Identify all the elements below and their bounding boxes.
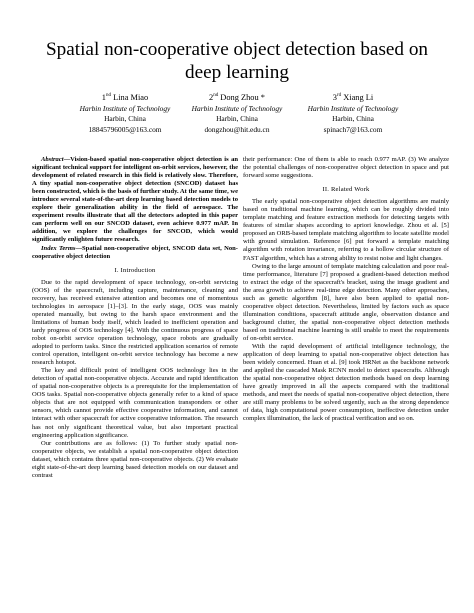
index-terms <box>32 245 238 261</box>
author-name <box>278 93 428 104</box>
abstract-body: —Vision-based spatial non-cooperative object detection is an significant technical support for intelligent on-orbit services, however, the development of related research in this field is relatively slow. Therefore, A tiny spatial non-cooperative object detection (SNCOD) dataset has been constructed, which is the basis of further study. At the same time, we introduce several state-of-the-art deep learning based detection models to explore their generalization ability in the field of aerospace. The experiment results illustrate that all the detectors adopted in this paper can perform well on our SNCOD dataset, even achieve 0.977 mAP. In addition, we explore the challenges for SNCOD, which would significantly enlighten future research. <box>32 156 238 244</box>
section-heading-introduction: I. Introduction <box>114 266 156 274</box>
author-3 <box>278 93 428 135</box>
author-email: dongzhou@hit.edu.cn <box>204 124 270 134</box>
index-terms-lead: Index Terms <box>41 244 76 252</box>
author-ordinal: 3 <box>332 93 337 102</box>
author-name-text: Xiang Li <box>343 93 374 102</box>
author-ordinal-suffix: nd <box>213 93 219 99</box>
left-column <box>32 156 238 480</box>
right-column <box>243 156 449 424</box>
author-affiliation: Harbin Institute of Technology <box>79 103 171 113</box>
author-location: Harbin, China <box>332 114 374 123</box>
author-block <box>0 93 474 143</box>
paragraph: Our contributions are as follows: (1) To further study spatial non-cooperative objects, we establish a spatial non-cooperative object detection dataset, which contains three spatial non-cooperative objects. (2) We evaluate eight state-of-the-art deep learning based detection models on our dataset and contrast <box>32 439 238 479</box>
section-heading-related-work: II. Related Work <box>322 186 370 194</box>
author-location: Harbin, China <box>104 114 146 123</box>
paragraph: Owing to the large amount of template matching calculation and poor real-time performance, literature [7] proposed a gradient-based detection method to extract the edge of the spacecraft's bracket, using the image gradient and the area growth to achieve real-time edge detection. Many other approaches, such as genetic algorithm [8], have also been applied to spatial non-cooperative object detection. Nevertheless, limited by factors such as space illumination conditions, spacecraft attitude angle, observation distance and background clutter, the spatial non-cooperative object detection methods based on traditional machine learning is still unable to meet the requirements of on-orbit service. <box>243 262 449 342</box>
abstract-lead: Abstract <box>41 156 64 163</box>
author-ordinal: 1 <box>101 93 106 102</box>
author-affiliation: Harbin Institute of Technology <box>191 103 283 113</box>
author-email: spinach7@163.com <box>323 124 383 134</box>
author-ordinal-suffix: rd <box>336 93 342 99</box>
paragraph: Due to the rapid development of space technology, on-orbit servicing (OOS) of the spacecraft, including capture, maintenance, cleaning and recovery, has received extensive attention and becomes one of momentous technologies in aerospace [1]–[3]. In the early stage, OOS was mainly operated manually, but owing to the harsh space environment and the limitations of human body itself, which leaded to inefficient operation and tardy progress of OOS technology [4]. With the continuous progress of space robot on-orbit service operation technology, space robots are gradually adopted to perform tasks. Since the restricted application scenarios of remote control operation, intelligent on-orbit service technology has become a new research hotspot. <box>32 278 238 367</box>
author-affiliation: Harbin Institute of Technology <box>307 103 399 113</box>
index-terms-body: —Spatial non-cooperative object, SNCOD data set, Non-cooperative object detection <box>32 244 238 260</box>
paper-title: Spatial non-cooperative object detection based on deep learning <box>45 39 429 83</box>
author-name-text: Dong Zhou * <box>220 93 265 102</box>
author-email: 18845796005@163.com <box>88 124 162 134</box>
author-name-text: Lina Miao <box>113 93 149 102</box>
author-ordinal: 2 <box>209 93 214 102</box>
author-location: Harbin, China <box>216 114 258 123</box>
paragraph: The early spatial non-cooperative object detection algorithms are mainly based on traditional machine learning, which can be roughly divided into template matching and feature extraction methods for detecting targets with features of similar shapes according to apriori knowledge. Zhou et al. [5] proposed an ORB-based template matching algorithm to locate satellite model with ground simulation. Reference [6] put forward a template matching algorithm with rotation invariance, referring to a hollow circular structure of FAST algorithm, which has a strong ability to resist noise and light changes. <box>243 198 449 262</box>
paragraph: The key and difficult point of intelligent OOS technology lies in the detection of spatial non-cooperative objects. Accurate and rapid identification of spatial non-cooperative objects is a prerequisite for the implementation of OOS tasks. Spatial non-cooperative objects generally refer to a kind of space objects that are not equipped with communication transponders or other sensors, which cannot provide effective cooperative information, and cannot interact with other spacecraft for active cooperative information. The research has not only significant theoretical value, but also important practical engineering application significance. <box>32 367 238 439</box>
author-ordinal-suffix: nd <box>105 93 111 99</box>
abstract <box>32 156 238 245</box>
paragraph: With the rapid development of artificial intelligence technology, the application of deep learning to spatial non-cooperative object detection has been widely concerned. Huan et al. [9] took HRNet as the backbone network and applied the cascaded Mask RCNN model to detect spacecrafts. Although the spatial non-cooperative object detection methods based on deep learning have greatly improved in all the aspects compared with the traditional methods, and meet the needs of spatial non-cooperative object detection, there are still many problems to be solved urgently, such as the strong dependence of data, high computational power consumption, ineffective detection under complex illumination, the lack of practical verification and so on. <box>243 343 449 423</box>
paragraph: their performance: One of them is able to reach 0.977 mAP. (3) We analyze the potential challenges of non-cooperative object detection in space and put forward some suggestions. <box>243 156 449 180</box>
